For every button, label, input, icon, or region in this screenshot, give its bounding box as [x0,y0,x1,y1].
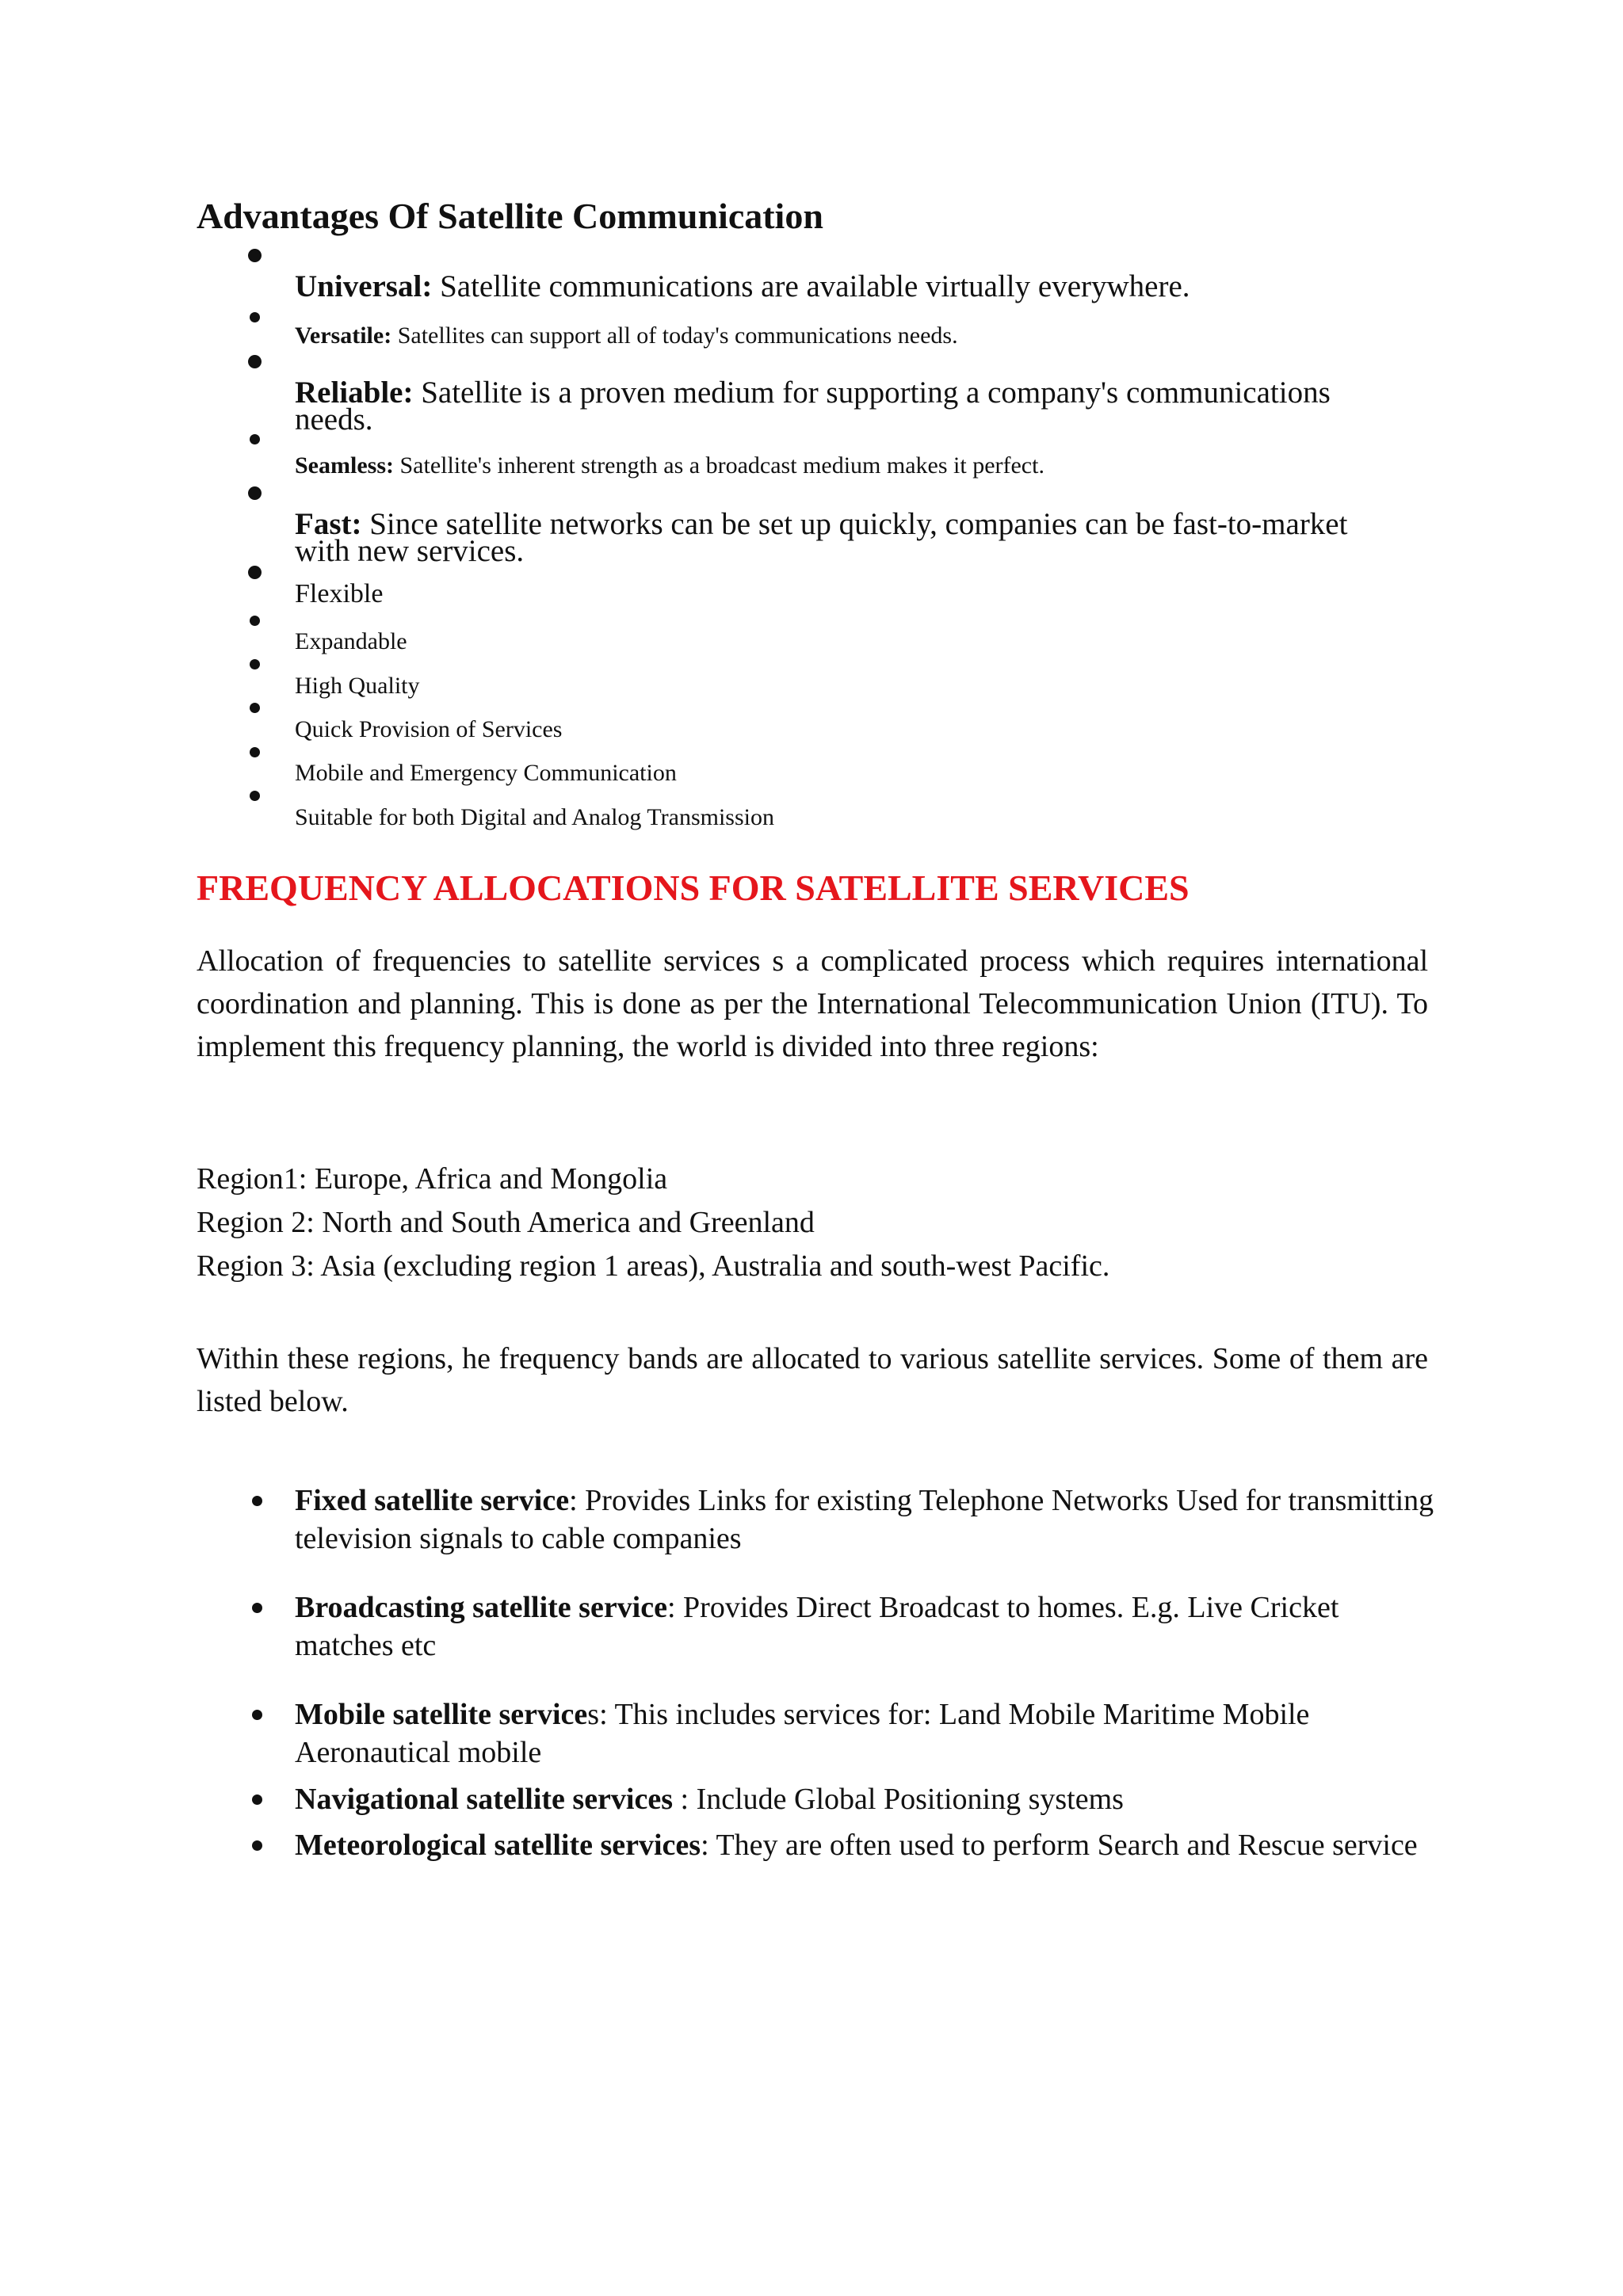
list-item: Suitable for both Digital and Analog Transmission [295,804,774,830]
service-term: Navigational satellite services [295,1783,674,1816]
bullet-icon [248,355,262,368]
item-term: Reliable: [295,376,414,410]
service-text: : Provides Links for existing Telephone Networks Used for transmitting television signals to cable companies [295,1484,1434,1555]
intro-paragraph: Allocation of frequencies to satellite services s a complicated process which requires international coordination and planning. This is done as per the International Telecommunication Union (ITU). To implement this frequency planning, the world is divided into three regions: [197,944,1428,1063]
item-text: Satellites can support all of today's communications needs. [391,322,958,349]
bullet-icon [250,434,260,444]
service-item-broadcasting [295,1589,1436,1665]
list-item [295,322,958,350]
within-paragraph: Within these regions, he frequency bands are allocated to various satellite services. Some of them are listed below. [197,1342,1428,1418]
list-item [295,452,1044,480]
region-line-1: Region1: Europe, Africa and Mongolia [197,1162,668,1196]
region-line-2: Region 2: North and South America and Greenland [197,1206,815,1239]
list-item: Mobile and Emergency Communication [295,760,677,786]
service-term: Fixed satellite service [295,1484,570,1517]
bullet-icon [250,791,260,801]
bullet-icon [248,566,262,579]
bullet-icon [250,312,260,322]
item-term: Fast: [295,507,362,541]
bullet-icon [248,486,262,500]
list-item [295,269,1190,303]
service-item-navigational [295,1780,1436,1818]
region-line-3: Region 3: Asia (excluding region 1 areas), Australia and south-west Pacific. [197,1249,1110,1283]
bullet-icon [252,1603,262,1613]
bullet-icon [250,703,260,713]
service-text: : They are often used to perform Search and Rescue service [701,1829,1418,1862]
service-item-meteorological [295,1826,1436,1864]
list-item-continuation: with new services. [295,534,525,568]
advantages-list [0,0,1623,871]
service-item-mobile [295,1695,1436,1772]
bullet-icon [252,1496,262,1506]
list-item: Quick Provision of Services [295,716,563,742]
bullet-icon [250,747,260,757]
service-text: s: This includes services for: Land Mobile Maritime Mobile Aeronautical mobile [295,1698,1310,1769]
service-term: Broadcasting satellite service [295,1591,667,1624]
item-term: Seamless: [295,452,394,479]
service-text: : Include Global Positioning systems [673,1783,1124,1816]
bullet-icon [252,1794,262,1805]
bullet-icon [252,1710,262,1720]
bullet-icon [252,1840,262,1851]
list-item: High Quality [295,673,420,699]
item-text: Since satellite networks can be set up quickly, companies can be fast-to-market [361,507,1348,541]
list-item: Expandable [295,628,407,654]
item-text: Satellite's inherent strength as a broadcast medium makes it perfect. [393,452,1044,479]
item-term: Universal: [295,269,433,303]
bullet-icon [250,659,260,669]
service-term: Meteorological satellite services [295,1829,701,1862]
service-term: Mobile satellite service [295,1698,588,1731]
list-item: Flexible [295,579,384,608]
bullet-icon [250,616,260,626]
item-term: Versatile: [295,322,392,349]
service-item-fixed [295,1482,1436,1558]
list-item [295,376,1331,410]
item-text: Satellite is a proven medium for supporting a company's communications [413,376,1331,410]
frequency-heading: FREQUENCY ALLOCATIONS FOR SATELLITE SERVICES [197,868,1190,908]
service-text: : Provides Direct Broadcast to homes. E.g. Live Cricket matches etc [295,1591,1339,1662]
bullet-icon [248,249,262,262]
advantages-heading: Advantages Of Satellite Communication [197,196,823,236]
list-item-continuation: needs. [295,402,373,437]
item-text: Satellite communications are available virtually everywhere. [432,269,1190,303]
